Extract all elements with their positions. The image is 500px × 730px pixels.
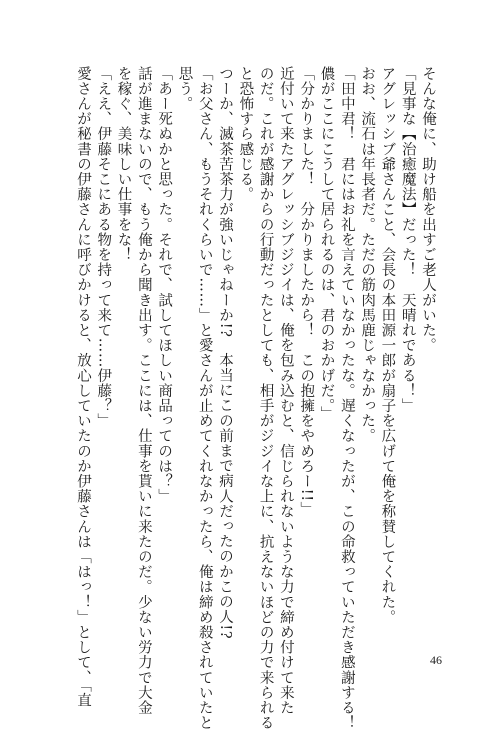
text-line: 「田中君！ 君にはお礼を言えていなかったな。遅くなったが、この命救っていただき感謝する！ [338, 66, 355, 730]
text-line: 「分かりました！ 分かりましたから！ この抱擁をやめろー!!」 [298, 66, 315, 517]
text-line: 愛さんが秘書の伊藤さんに呼びかけると、放心していたのか伊藤さんは「はっ！」として、「直 [74, 66, 91, 709]
text-line: を稼ぐ、美味しい仕事をな！ [115, 66, 132, 263]
text-line: つーか、滅茶苦茶力が強いじゃねーか!? 本当にこの前まで病人だったのかこの人!? [217, 66, 234, 640]
text-line: 「ええ、伊藤そこにある物を持って来て……伊藤？」 [95, 66, 112, 429]
page-number: 46 [430, 653, 442, 667]
text-line: のだ。これが感謝からの行動だったとしても、相手がジジイな上に、抗えないほどの力で来られる [257, 66, 274, 730]
text-line: アグレッシブ爺さんこと、会長の本田源一郎が扇子を広げて俺を称賛してくれた。 [379, 66, 396, 625]
text-line: おお、流石は年長者だ。ただの筋肉馬鹿じゃなかった。 [359, 66, 376, 444]
text-line: 話が進まないので、もう俺から聞き出す。ここには、仕事を貰いに来たのだ。少ない労力で大金 [135, 66, 152, 716]
text-line: そんな俺に、助け船を出すご老人がいた。 [420, 66, 436, 353]
text-line: 「あー死ぬかと思った。それで、試してほしい商品ってのは？」 [156, 66, 173, 504]
text-line: と恐怖すら感じる。 [237, 66, 254, 202]
text-line: 「見事な【治癒魔法】だった！ 天晴れである！」 [399, 66, 416, 414]
text-line: 思う。 [176, 66, 193, 112]
text-line: 近付いて来たアグレッシブジジイは、俺を包み込むと、信じられないような力で締め付けて来た [277, 66, 294, 716]
text-line: 「お父さん、もうそれくらいで……」と愛さんが止めてくれなかったら、俺は締め殺されていたと [196, 66, 213, 730]
text-line: 儂がここにこうして居られるのは、君のおかげだ。」 [318, 66, 335, 422]
